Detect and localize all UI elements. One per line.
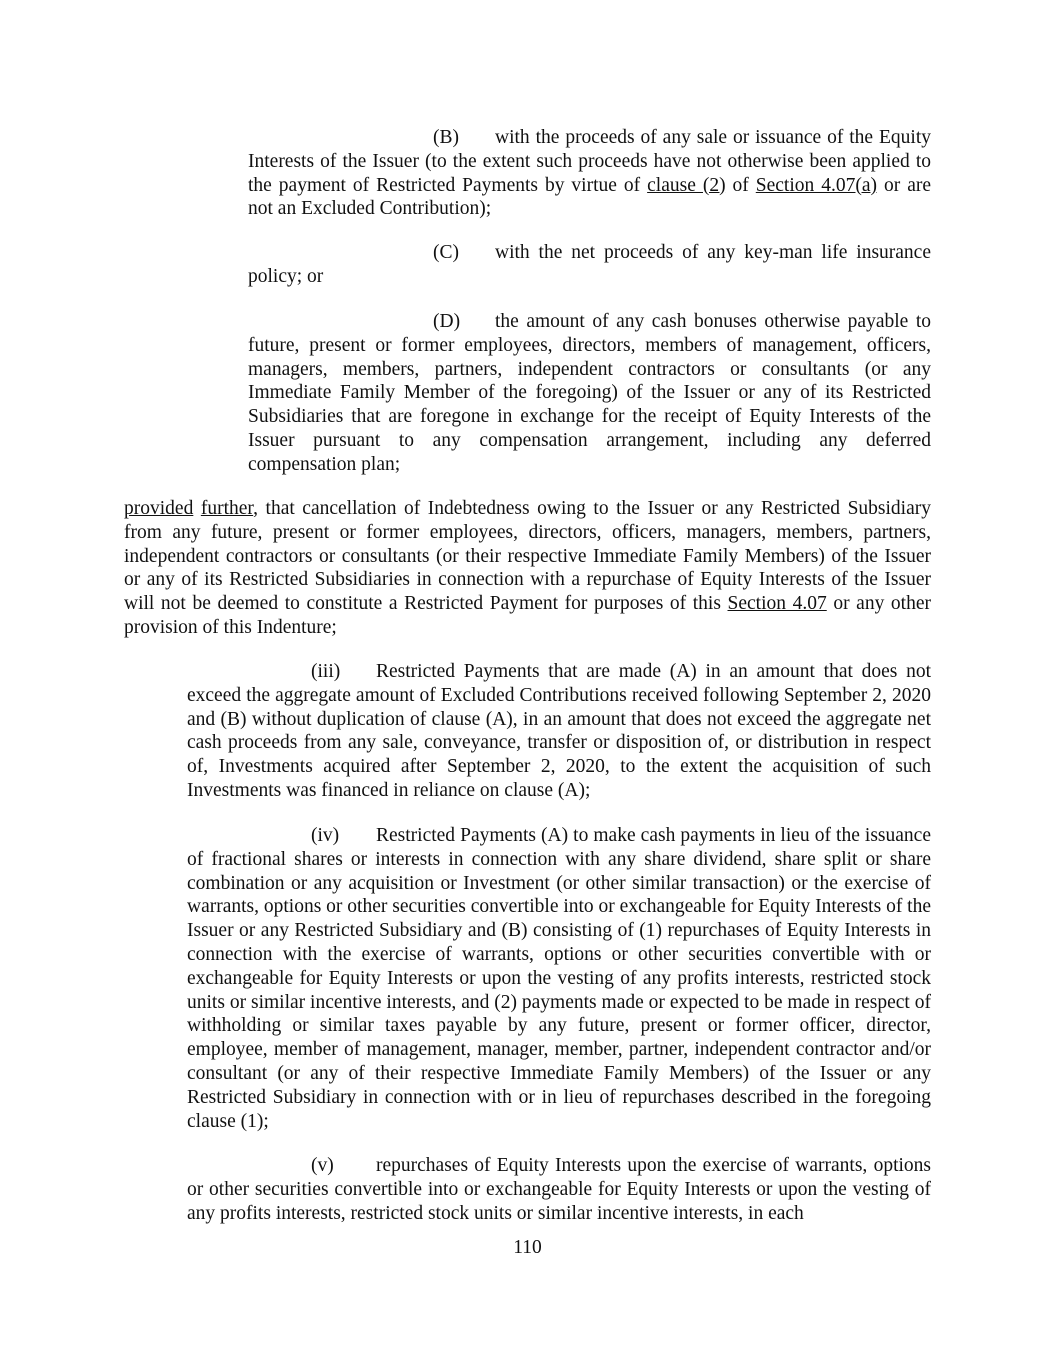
clause-c-label: (C) (433, 242, 459, 263)
item-iv-text: Restricted Payments (A) to make cash payments in lieu of the issuance of fractional shares or interests in connection with any share dividend, share split or share combination or any acquisition or Investment (or other similar transaction) or the exercise of warrants, options or other securities convertible into or exchangeable for Equity Interests of the Issuer or any Restricted Subsidiary and (B) consisting of (1) repurchases of Equity Interests in connection with the exercise of warrants, options or other securities convertible with or exchangeable for Equity Interests or upon the vesting of any profits interests, restricted stock units or similar incentive interests, and (2) payments made or expected to be made in respect of withholding or similar taxes payable by any future, present or former officer, director, employee, member of management, manager, member, partner, independent contractor and/or consultant (or any of their respective Immediate Family Members) of the Issuer or any Restricted Subsidiary in connection with or in lieu of repurchases described in the foregoing clause (1); (187, 825, 932, 1132)
provided-term: provided (124, 498, 194, 519)
clause-d-label: (D) (433, 311, 461, 332)
item-iii (187, 660, 931, 803)
item-iv (187, 824, 931, 1133)
item-v-label: (v) (311, 1155, 334, 1176)
item-iv-label: (iv) (311, 825, 340, 846)
clause-b: (B) with the proceeds of any sale or issuance of the Equity Interests of the Issuer (to the extent such proceeds have not otherwise been applied to the payment of Restricted Payments by virtue of clause (2) of Section 4.07(a) or are not an Excluded Contribution); (248, 127, 931, 220)
clause-d-text: the amount of any cash bonuses otherwise payable to future, present or former employees, directors, members of management, officers, managers, members, partners, independent contractors or consultants (or any Immediate Family Member of the foregoing) of the Issuer or any of its Restricted Subsidiaries that are foregone in exchange for the receipt of Equity Interests of the Issuer pursuant to any compensation arrangement, including any deferred compensation plan; (248, 311, 931, 475)
page-number: 110 (513, 1237, 542, 1258)
section-4-07-reference: Section 4.07 (727, 593, 827, 615)
clause-b-text: with the proceeds of any sale or issuance of the Equity Interests of the Issuer (to the extent such proceeds have not otherwise been applied to the payment of Restricted Payments by virtue of (248, 127, 931, 196)
item-iii-text: Restricted Payments that are made (A) in an amount that does not exceed the aggregate amount of Excluded Contributions received following September 2, 2020 and (B) without duplication of clause (A), in an amount that does not exceed the aggregate net cash proceeds from any sale, conveyance, transfer or disposition of, or distribution in respect of, Investments acquired after September 2, 2020, to the extent the acquisition of such Investments was financed in reliance on clause (A); (187, 661, 931, 801)
clause-d (248, 310, 931, 477)
item-iii-label: (iii) (311, 661, 341, 682)
section-4-07a-reference: Section 4.07(a) (755, 174, 877, 196)
further-term: further (200, 498, 254, 519)
clause-c-text: with the net proceeds of any key-man life insurance policy; or (248, 242, 931, 287)
item-v-text: repurchases of Equity Interests upon the exercise of warrants, options or other securities convertible into or exchangeable for Equity Interests or upon the vesting of any profits interests, restricted stock units or similar incentive interests, in each (187, 1155, 931, 1224)
item-v (187, 1154, 931, 1225)
clause-c (248, 241, 931, 289)
clause-b-label: (B) (433, 127, 459, 148)
clause-2-reference: clause (2) (647, 174, 726, 196)
proviso-paragraph: provided further, that cancellation of Indebtedness owing to the Issuer or any Restricted Subsidiary from any future, present or former employees, directors, officers, managers, members, partners, independent contractors or consultants (or their respective Immediate Family Members) of the Issuer or any of its Restricted Subsidiaries in connection with a repurchase of Equity Interests of the Issuer will not be deemed to constitute a Restricted Payment for purposes of this Section 4.07 or any other provision of this Indenture; (124, 498, 932, 638)
